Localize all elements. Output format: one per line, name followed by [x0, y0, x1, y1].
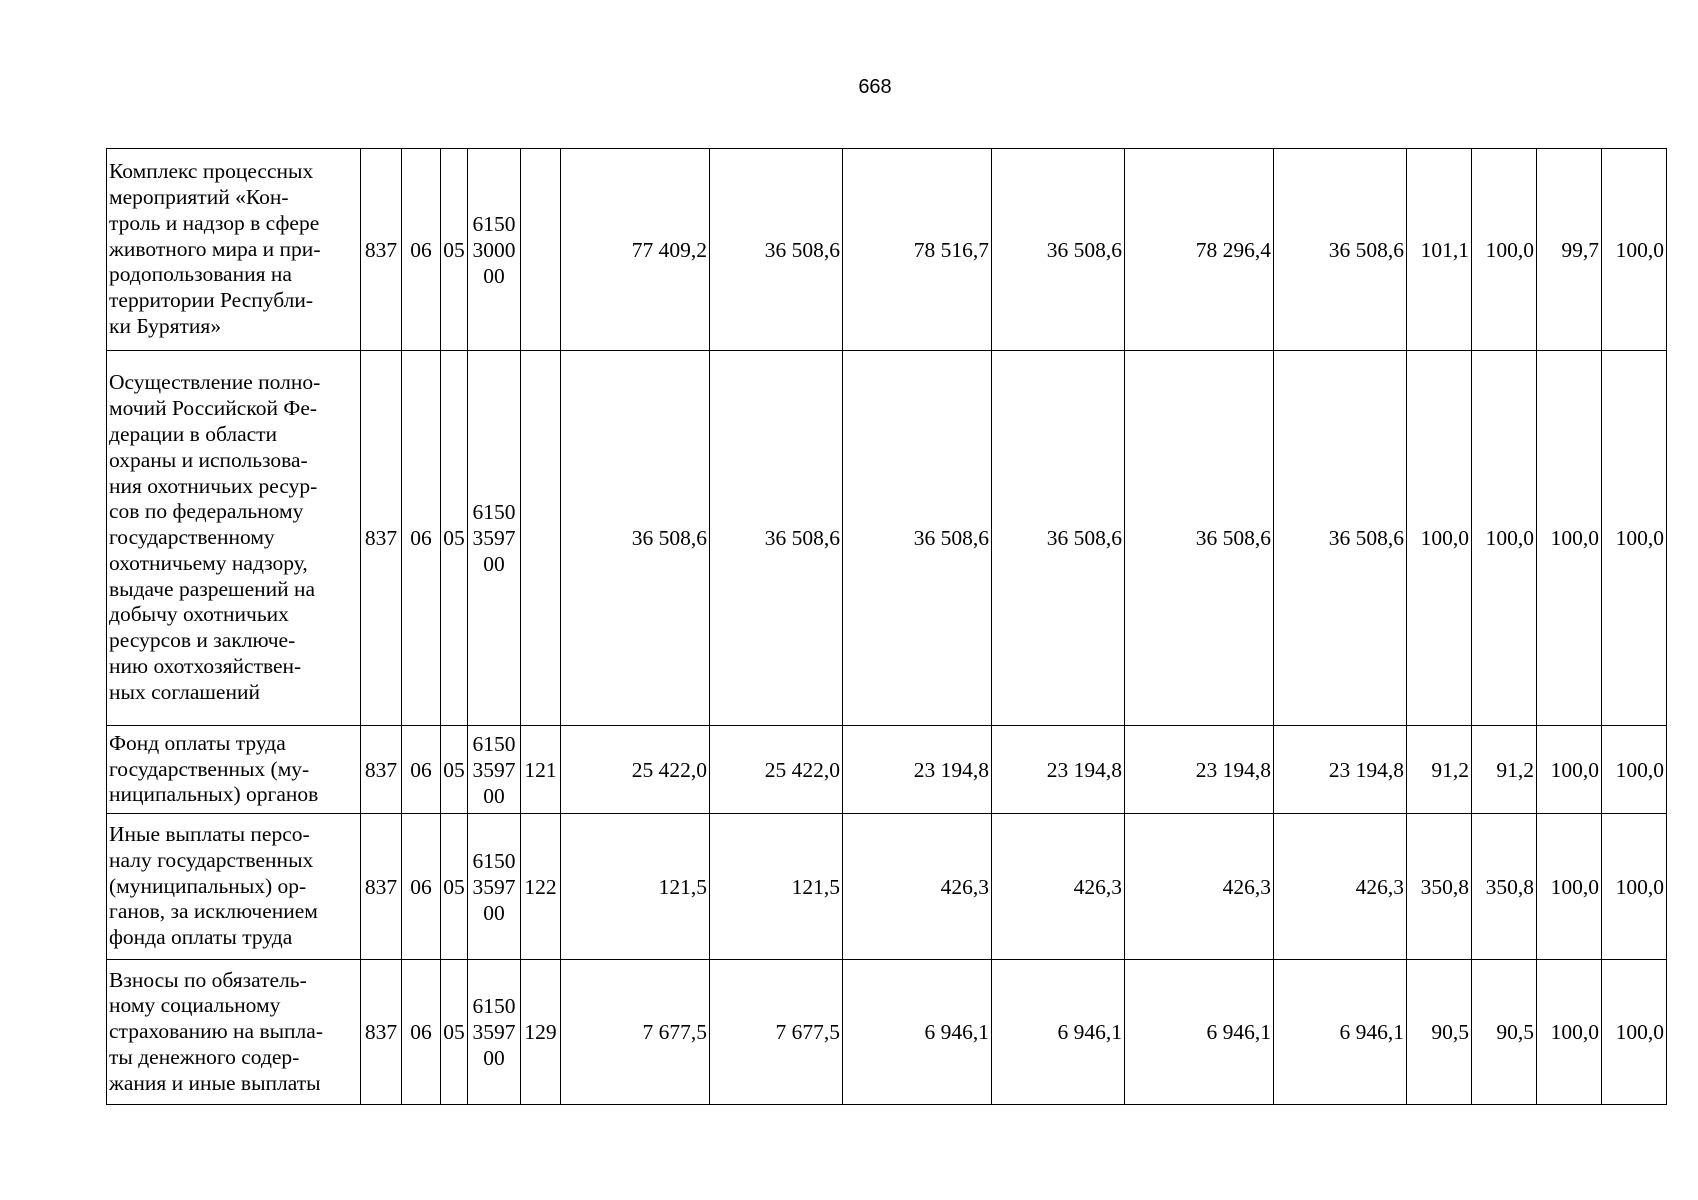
amount-cell-v3: 78 516,7	[843, 149, 992, 351]
amount-cell-v1: 7 677,5	[561, 960, 710, 1105]
row-name-line: ных соглашений	[109, 679, 260, 704]
page-number: 668	[858, 76, 892, 98]
row-name-cell	[107, 726, 361, 814]
row-name-line: Комплекс процессных	[109, 159, 314, 184]
row-name-line: Взносы по обязатель-	[109, 967, 307, 992]
row-name-line: фонда оплаты труда	[109, 925, 293, 950]
row-name-line: ресурсов и заключе-	[109, 628, 296, 653]
row-name-cell	[107, 149, 361, 351]
target-article-code-line: 00	[483, 552, 505, 576]
section-code-cell: 06	[402, 149, 441, 351]
row-name-line: государственных (му-	[109, 756, 310, 781]
target-article-code-line: 3597	[472, 874, 516, 899]
amount-cell-v2: 36 508,6	[710, 149, 843, 351]
target-article-code-line: 00	[483, 263, 505, 288]
amount-cell-v1: 36 508,6	[561, 351, 710, 726]
percent-cell-p4: 100,0	[1602, 814, 1667, 960]
row-name-line: добычу охотничьих	[109, 602, 289, 627]
target-article-code-line: 6150	[472, 500, 516, 524]
amount-cell-v6: 36 508,6	[1274, 351, 1407, 726]
amount-cell-v5: 426,3	[1125, 814, 1274, 960]
row-name-cell	[107, 814, 361, 960]
target-article-code-line: 6150	[472, 848, 516, 873]
row-name-line: страхованию на выпла-	[109, 1019, 323, 1044]
target-article-code-line: 3597	[472, 757, 516, 782]
amount-cell-v2: 25 422,0	[710, 726, 843, 814]
target-article-code-line: 3000	[472, 237, 516, 262]
row-name-line: троль и надзор в сфере	[109, 210, 320, 235]
row-name-line: ганов, за исключением	[109, 899, 318, 924]
row-name-line: дерации в области	[109, 421, 278, 446]
subsection-code-cell: 05	[441, 814, 468, 960]
target-article-code-cell	[468, 960, 521, 1105]
subsection-code-cell: 05	[441, 960, 468, 1105]
row-name-line: Фонд оплаты труда	[109, 730, 286, 755]
percent-cell-p4: 100,0	[1602, 726, 1667, 814]
target-article-code-cell	[468, 351, 521, 726]
percent-cell-p2: 91,2	[1472, 726, 1537, 814]
subsection-code-cell: 05	[441, 149, 468, 351]
amount-cell-v5: 6 946,1	[1125, 960, 1274, 1105]
target-article-code-cell	[468, 814, 521, 960]
expense-type-code-cell	[521, 149, 561, 351]
row-name-line: родопользования на	[109, 262, 292, 287]
percent-cell-p3: 100,0	[1537, 960, 1602, 1105]
row-name-line: выдаче разрешений на	[109, 576, 316, 601]
row-name-line: ты денежного содер-	[109, 1044, 300, 1069]
row-name-line: ному социальному	[109, 993, 281, 1018]
row-name-line: ки Бурятия»	[109, 313, 222, 338]
amount-cell-v3: 426,3	[843, 814, 992, 960]
amount-cell-v1: 25 422,0	[561, 726, 710, 814]
subsection-code-cell: 05	[441, 726, 468, 814]
amount-cell-v1: 121,5	[561, 814, 710, 960]
row-name-line: Осуществление полно-	[109, 370, 321, 395]
percent-cell-p4: 100,0	[1602, 149, 1667, 351]
target-article-code-line: 3597	[472, 526, 516, 550]
amount-cell-v6: 23 194,8	[1274, 726, 1407, 814]
percent-cell-p1: 91,2	[1407, 726, 1472, 814]
amount-cell-v3: 36 508,6	[843, 351, 992, 726]
percent-cell-p2: 90,5	[1472, 960, 1537, 1105]
percent-cell-p1: 90,5	[1407, 960, 1472, 1105]
row-name-line: мочий Российской Фе-	[109, 396, 318, 421]
expense-type-code-cell: 129	[521, 960, 561, 1105]
amount-cell-v2: 36 508,6	[710, 351, 843, 726]
row-name-line: мероприятий «Кон-	[109, 185, 289, 209]
percent-cell-p3: 100,0	[1537, 351, 1602, 726]
grbs-code-cell: 837	[361, 351, 402, 726]
amount-cell-v4: 23 194,8	[992, 726, 1125, 814]
row-name-line: жания и иные выплаты	[109, 1070, 321, 1095]
row-name-line: животного мира и при-	[109, 236, 321, 261]
expense-type-code-cell: 122	[521, 814, 561, 960]
grbs-code-cell: 837	[361, 726, 402, 814]
percent-cell-p1: 101,1	[1407, 149, 1472, 351]
amount-cell-v3: 6 946,1	[843, 960, 992, 1105]
amount-cell-v2: 121,5	[710, 814, 843, 960]
percent-cell-p1: 350,8	[1407, 814, 1472, 960]
percent-cell-p2: 100,0	[1472, 351, 1537, 726]
amount-cell-v1: 77 409,2	[561, 149, 710, 351]
target-article-code-line: 3597	[472, 1020, 516, 1044]
section-code-cell: 06	[402, 726, 441, 814]
amount-cell-v3: 23 194,8	[843, 726, 992, 814]
amount-cell-v4: 426,3	[992, 814, 1125, 960]
amount-cell-v4: 36 508,6	[992, 351, 1125, 726]
grbs-code-cell: 837	[361, 960, 402, 1105]
row-name-line: Иные выплаты персо-	[109, 822, 310, 846]
percent-cell-p4: 100,0	[1602, 351, 1667, 726]
row-name-line: государственному	[109, 525, 275, 550]
row-name-cell	[107, 960, 361, 1105]
target-article-code-line: 00	[483, 900, 505, 925]
subsection-code-cell: 05	[441, 351, 468, 726]
row-name-cell	[107, 351, 361, 726]
percent-cell-p3: 100,0	[1537, 726, 1602, 814]
percent-cell-p2: 350,8	[1472, 814, 1537, 960]
percent-cell-p3: 100,0	[1537, 814, 1602, 960]
amount-cell-v4: 6 946,1	[992, 960, 1125, 1105]
amount-cell-v5: 36 508,6	[1125, 351, 1274, 726]
percent-cell-p4: 100,0	[1602, 960, 1667, 1105]
amount-cell-v5: 78 296,4	[1125, 149, 1274, 351]
percent-cell-p1: 100,0	[1407, 351, 1472, 726]
row-name-line: охотничьему надзору,	[109, 550, 308, 575]
target-article-code-cell	[468, 726, 521, 814]
percent-cell-p2: 100,0	[1472, 149, 1537, 351]
target-article-code-line: 6150	[472, 731, 516, 756]
grbs-code-cell: 837	[361, 149, 402, 351]
row-name-line: нию охотхозяйствен-	[109, 654, 302, 679]
table-row	[107, 814, 1667, 960]
target-article-code-cell	[468, 149, 521, 351]
row-name-line: сов по федеральному	[109, 499, 304, 524]
table-row	[107, 149, 1667, 351]
section-code-cell: 06	[402, 960, 441, 1105]
row-name-line: ниципальных) органов	[109, 782, 319, 807]
amount-cell-v6: 426,3	[1274, 814, 1407, 960]
budget-table	[106, 148, 1667, 1105]
target-article-code-line: 6150	[472, 994, 516, 1018]
row-name-line: охраны и использова-	[109, 447, 308, 472]
expense-type-code-cell	[521, 351, 561, 726]
amount-cell-v4: 36 508,6	[992, 149, 1125, 351]
row-name-line: налу государственных	[109, 847, 314, 872]
expense-type-code-cell: 121	[521, 726, 561, 814]
section-code-cell: 06	[402, 814, 441, 960]
row-name-line: территории Республи-	[109, 288, 314, 313]
section-code-cell: 06	[402, 351, 441, 726]
target-article-code-line: 6150	[472, 211, 516, 236]
target-article-code-line: 00	[483, 783, 505, 808]
percent-cell-p3: 99,7	[1537, 149, 1602, 351]
grbs-code-cell: 837	[361, 814, 402, 960]
target-article-code-line: 00	[483, 1046, 505, 1070]
table-row	[107, 351, 1667, 726]
amount-cell-v5: 23 194,8	[1125, 726, 1274, 814]
table-row	[107, 960, 1667, 1105]
amount-cell-v6: 6 946,1	[1274, 960, 1407, 1105]
table-row	[107, 726, 1667, 814]
row-name-line: (муниципальных) ор-	[109, 873, 307, 898]
row-name-line: ния охотничьих ресур-	[109, 473, 318, 498]
amount-cell-v2: 7 677,5	[710, 960, 843, 1105]
amount-cell-v6: 36 508,6	[1274, 149, 1407, 351]
